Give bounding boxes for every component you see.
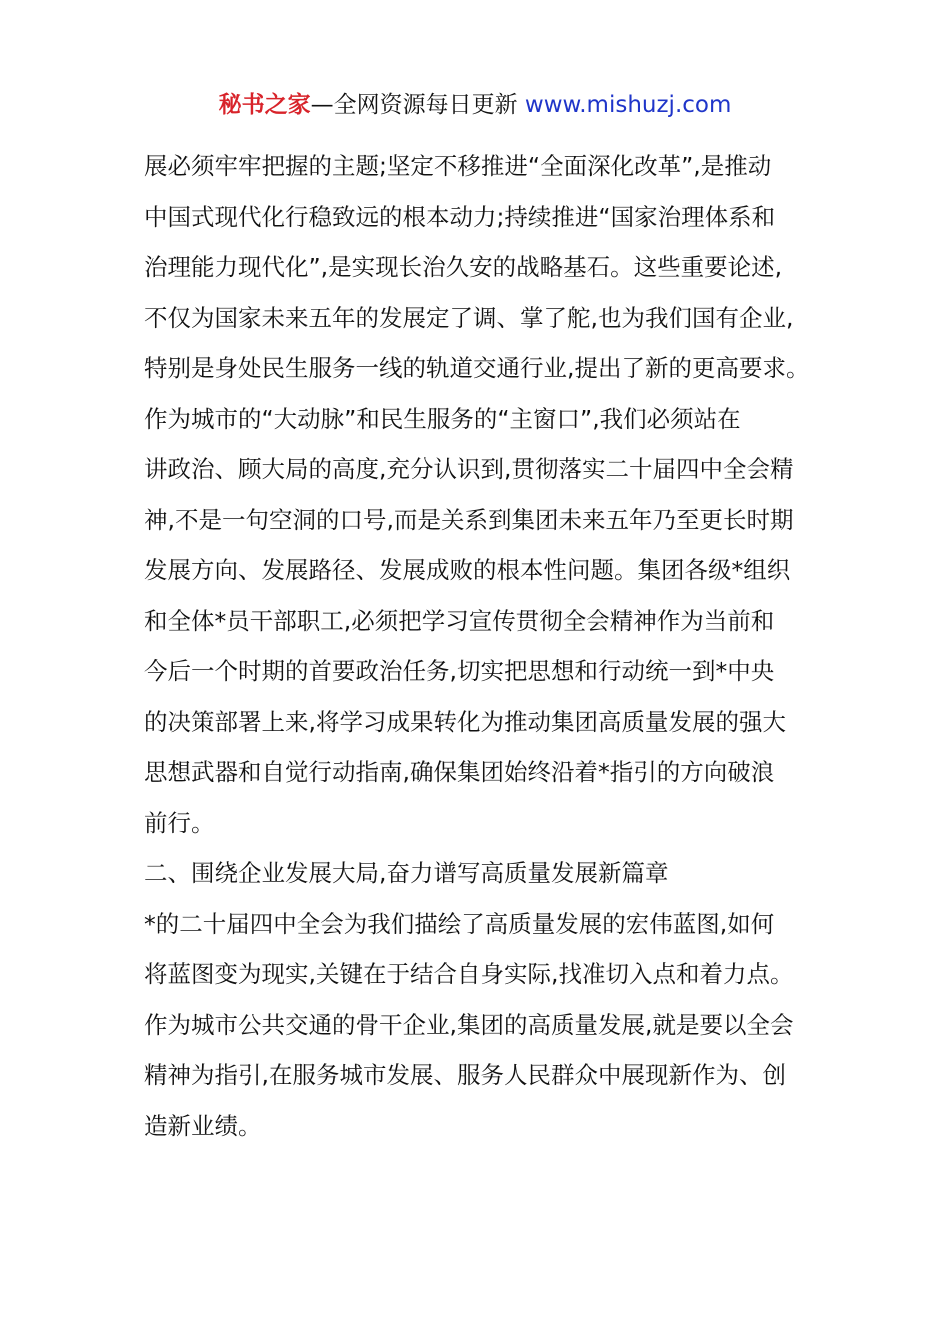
text-line: 的决策部署上来,将学习成果转化为推动集团高质量发展的强大: [144, 707, 786, 736]
document-body: [144, 146, 809, 1156]
section-heading: 二、围绕企业发展大局,奋力谱写高质量发展新篇章: [144, 859, 669, 887]
text-line: 讲政治、顾大局的高度,充分认识到,贯彻落实二十届四中全会精: [144, 455, 794, 483]
text-line: 前行。: [144, 808, 215, 837]
text-line: 今后一个时期的首要政治任务,切实把思想和行动统一到*中央: [144, 657, 775, 685]
header-tagline: —全网资源每日更新: [310, 92, 525, 118]
brand-name: 秘书之家: [218, 92, 311, 118]
text-line: 精神为指引,在服务城市发展、服务人民群众中展现新作为、创: [144, 1061, 786, 1089]
text-line: 思想武器和自觉行动指南,确保集团始终沿着*指引的方向破浪: [144, 758, 775, 786]
text-line: 发展方向、发展路径、发展成败的根本性问题。集团各级*组织: [144, 556, 791, 584]
page-header: [0, 88, 950, 122]
text-line: 展必须牢牢把握的主题;坚定不移推进“全面深化改革”,是推动: [144, 152, 772, 180]
text-line: *的二十届四中全会为我们描绘了高质量发展的宏伟蓝图,如何: [144, 909, 775, 938]
text-line: 不仅为国家未来五年的发展定了调、掌了舵,也为我们国有企业,: [144, 303, 794, 332]
text-line: 和全体*员干部职工,必须把学习宣传贯彻全会精神作为当前和: [144, 606, 775, 635]
text-line: 特别是身处民生服务一线的轨道交通行业,提出了新的更高要求。: [144, 354, 810, 382]
text-line: 中国式现代化行稳致远的根本动力;持续推进“国家治理体系和: [144, 202, 776, 231]
text-line: 造新业绩。: [144, 1111, 262, 1140]
text-line: 神,不是一句空洞的口号,而是关系到集团未来五年乃至更长时期: [144, 505, 794, 534]
text-line: 将蓝图变为现实,关键在于结合自身实际,找准切入点和着力点。: [144, 960, 794, 988]
text-line: 治理能力现代化”,是实现长治久安的战略基石。这些重要论述,: [144, 253, 783, 281]
text-line: 作为城市公共交通的骨干企业,集团的高质量发展,就是要以全会: [144, 1010, 794, 1039]
website-url[interactable]: www.mishuzj.com: [524, 92, 732, 118]
text-line: 作为城市的“大动脉”和民生服务的“主窗口”,我们必须站在: [144, 404, 741, 433]
